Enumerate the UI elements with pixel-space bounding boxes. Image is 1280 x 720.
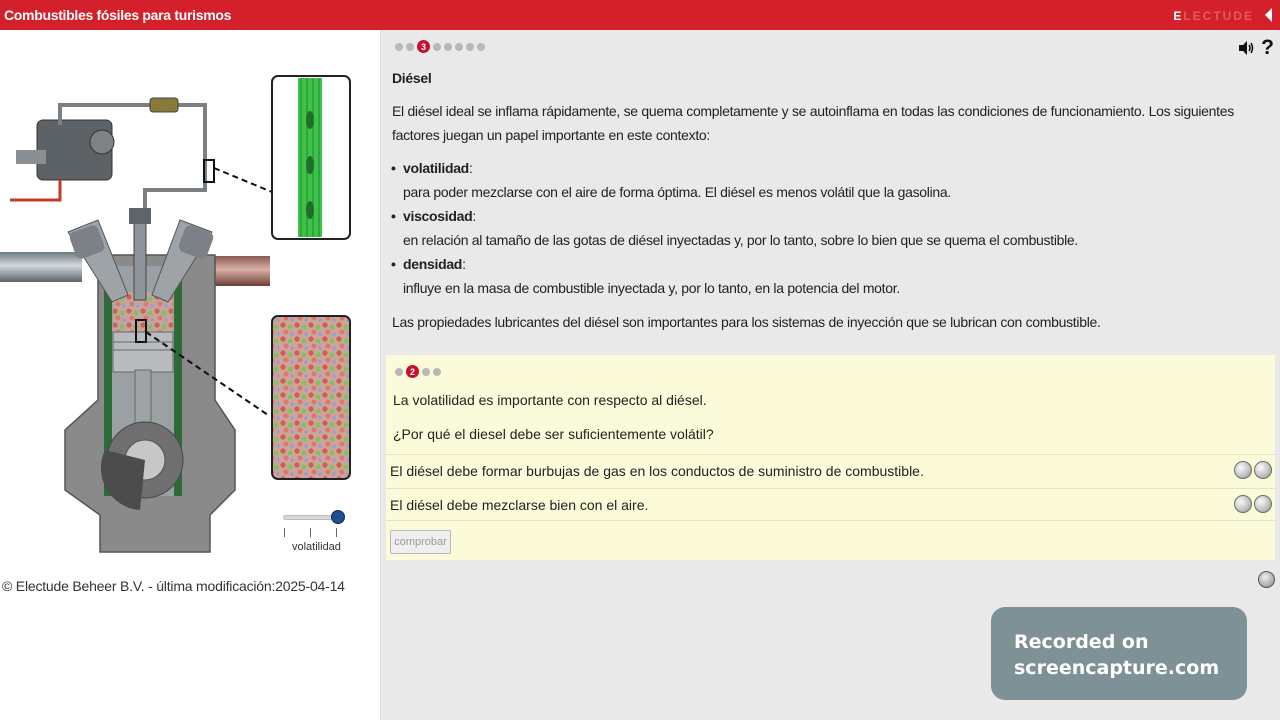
section-heading: Diésel [392, 70, 432, 86]
diesel-engine-illustration [0, 70, 378, 570]
answer-text: El diésel debe mezclarse bien con el aire. [390, 497, 649, 513]
slider-tick [284, 528, 285, 537]
quiz-box [386, 355, 1275, 560]
brand-initial: E [1173, 9, 1184, 23]
list-item: • densidad: influye en la masa de combustible inyectada y, por lo tanto, en la potencia del motor. [392, 252, 1262, 300]
quiz-dots [395, 365, 441, 378]
answer-true-radio[interactable] [1234, 461, 1252, 479]
page-dot[interactable] [477, 43, 485, 51]
factor-term: volatilidad [403, 160, 469, 176]
page-dot[interactable] [466, 43, 474, 51]
recording-watermark [991, 607, 1247, 700]
quiz-dot[interactable] [395, 368, 403, 376]
closing-paragraph: Las propiedades lubricantes del diésel son importantes para los sistemas de inyección que se lubrican con combustible. [392, 314, 1101, 330]
slider-tick [336, 528, 337, 537]
quiz-statement: La volatilidad es importante con respecto al diésel. [393, 392, 707, 408]
list-item: • viscosidad: en relación al tamaño de las gotas de diésel inyectadas y, por lo tanto, sobre lo bien que se quema el combustible. [392, 204, 1262, 252]
quiz-dot[interactable] [422, 368, 430, 376]
page-dot[interactable] [433, 43, 441, 51]
answer-text: El diésel debe formar burbujas de gas en los conductos de suministro de combustible. [390, 463, 924, 479]
factor-description: en relación al tamaño de las gotas de diésel inyectadas y, por lo tanto, sobre lo bien que se quema el combustible. [403, 232, 1079, 248]
slider-tick [310, 528, 311, 537]
volatility-slider-track[interactable] [283, 515, 338, 520]
page-dot-current[interactable]: 3 [417, 40, 430, 53]
answer-true-radio[interactable] [1234, 495, 1252, 513]
collapse-arrow-icon[interactable] [1265, 8, 1272, 22]
quiz-dot-current[interactable]: 2 [406, 365, 419, 378]
slider-label: volatilidad [292, 541, 341, 553]
quiz-dot[interactable] [433, 368, 441, 376]
page-dot[interactable] [406, 43, 414, 51]
course-title: Combustibles fósiles para turismos [4, 7, 232, 23]
illustration-panel [0, 30, 378, 720]
page-dot[interactable] [455, 43, 463, 51]
watermark-line: screencapture.com [1014, 657, 1220, 679]
page-dot[interactable] [444, 43, 452, 51]
factor-term: densidad [403, 256, 463, 272]
top-bar [0, 0, 1280, 30]
lesson-content [392, 66, 1262, 334]
speaker-icon[interactable] [1238, 40, 1254, 56]
electude-logo [1173, 9, 1254, 23]
factor-description: para poder mezclarse con el aire de forma óptima. El diésel es menos volátil que la gasolina. [403, 184, 951, 200]
intro-paragraph: El diésel ideal se inflama rápidamente, se quema completamente y se autoinflama en todas las condiciones de funcionamiento. Los siguientes factores juegan un papel importante en este contexto: [392, 103, 1234, 143]
answer-row[interactable] [386, 488, 1275, 521]
volatility-slider-knob[interactable] [331, 510, 345, 524]
answer-false-radio[interactable] [1254, 461, 1272, 479]
slider-ticks [284, 528, 338, 538]
copyright-text: © Electude Beheer B.V. - última modificación:2025-04-14 [2, 578, 345, 594]
quiz-question: ¿Por qué el diesel debe ser suficientemente volátil? [393, 426, 714, 442]
factor-list [392, 156, 1262, 300]
factor-description: influye en la masa de combustible inyectada y, por lo tanto, en la potencia del motor. [403, 280, 900, 296]
page-dots [395, 40, 485, 53]
check-button[interactable]: comprobar [390, 530, 451, 554]
answer-false-radio[interactable] [1254, 495, 1272, 513]
factor-term: viscosidad [403, 208, 473, 224]
scroll-down-icon[interactable] [1258, 571, 1275, 588]
brand-rest: LECTUDE [1183, 9, 1254, 23]
watermark-line: Recorded on [1014, 631, 1149, 653]
answer-row[interactable] [386, 454, 1275, 487]
list-item: • volatilidad: para poder mezclarse con el aire de forma óptima. El diésel es menos volátil que la gasolina. [392, 156, 1262, 204]
page-dot[interactable] [395, 43, 403, 51]
help-icon[interactable]: ? [1261, 36, 1274, 59]
